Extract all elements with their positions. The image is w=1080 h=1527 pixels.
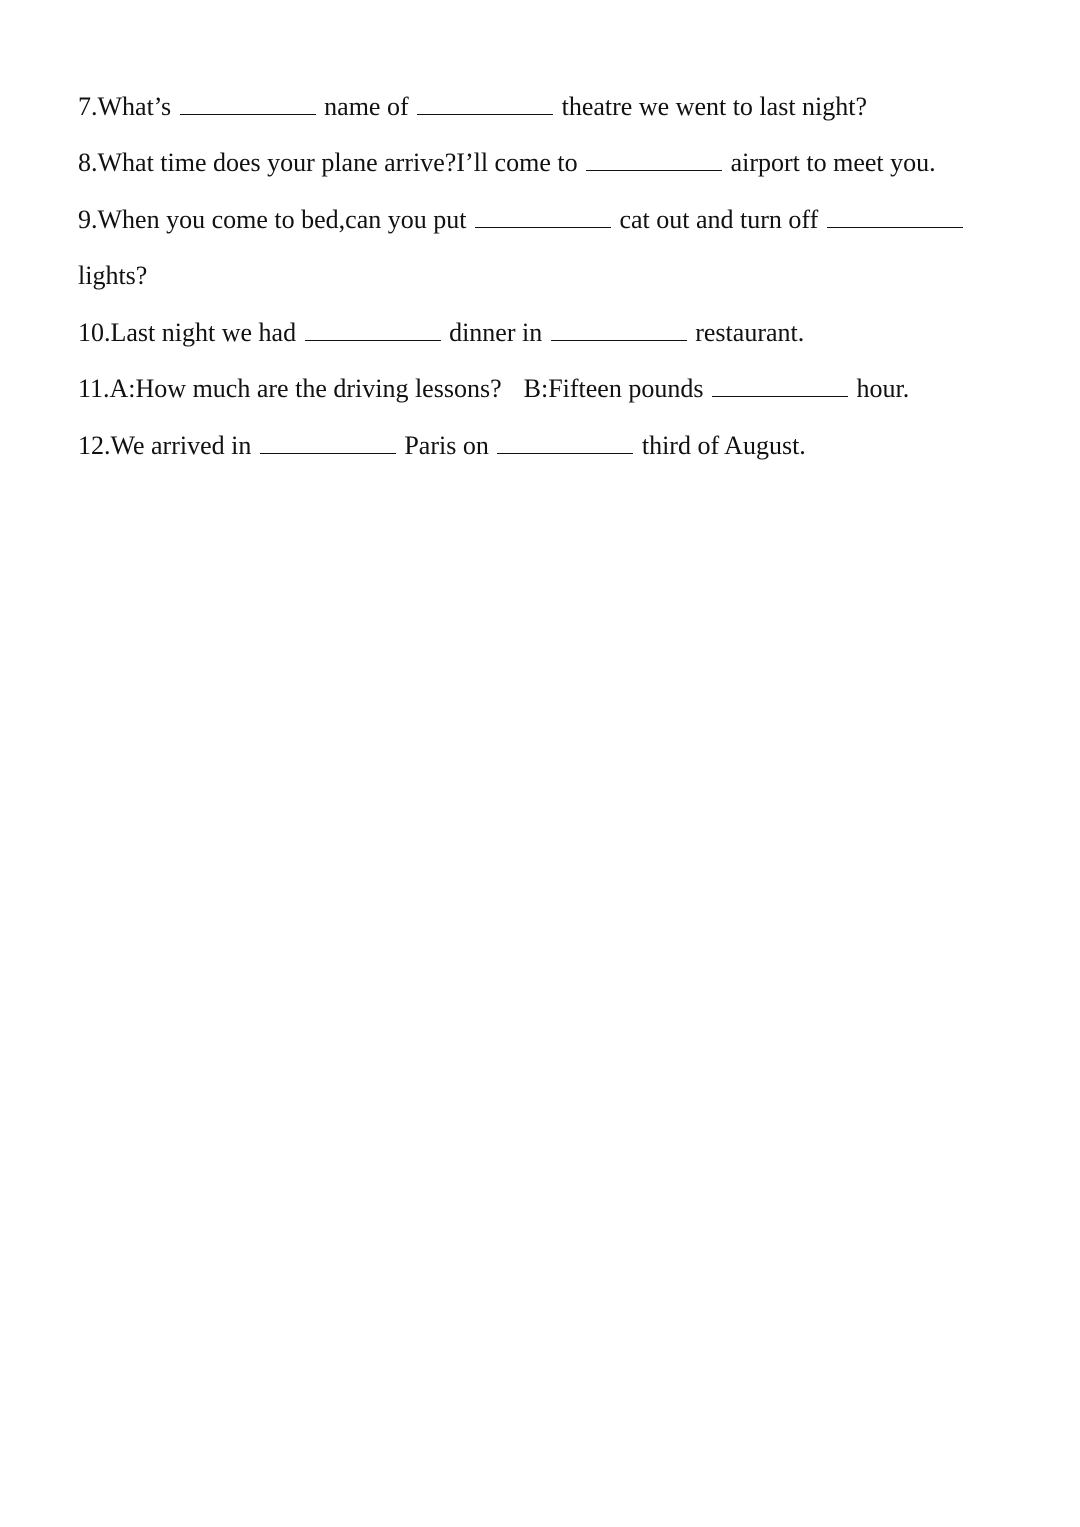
question-12-blank-2[interactable] [497, 431, 633, 454]
question-9-text-1: 9.When you come to bed,can you put [78, 205, 467, 234]
question-9 [78, 205, 1008, 235]
question-12-text-2: Paris on [404, 431, 489, 460]
question-9-continuation [78, 261, 1008, 291]
question-7-blank-2[interactable] [417, 92, 553, 115]
question-10-blank-1[interactable] [305, 318, 441, 341]
question-7 [78, 92, 1008, 122]
question-12-blank-1[interactable] [260, 431, 396, 454]
question-10-blank-2[interactable] [551, 318, 687, 341]
question-11 [78, 374, 1008, 404]
question-7-text-1: 7.What’s [78, 92, 172, 121]
question-9-text-3: lights? [78, 261, 148, 290]
question-9-blank-2[interactable] [827, 205, 963, 228]
question-9-blank-1[interactable] [475, 205, 611, 228]
question-10 [78, 318, 1008, 348]
question-11-text-2: B:Fifteen pounds [523, 374, 704, 403]
question-10-text-3: restaurant. [695, 318, 805, 347]
question-7-text-2: name of [324, 92, 409, 121]
question-10-text-1: 10.Last night we had [78, 318, 297, 347]
question-11-text-1: 11.A:How much are the driving lessons? [78, 374, 502, 403]
question-7-blank-1[interactable] [180, 92, 316, 115]
question-10-text-2: dinner in [449, 318, 543, 347]
question-8-blank-1[interactable] [586, 148, 722, 171]
question-8-text-1: 8.What time does your plane arrive?I’ll come to [78, 148, 578, 177]
question-12 [78, 431, 1008, 461]
question-12-text-1: 12.We arrived in [78, 431, 252, 460]
question-7-text-3: theatre we went to last night? [561, 92, 868, 121]
question-9-text-2: cat out and turn off [619, 205, 819, 234]
question-12-text-3: third of August. [641, 431, 806, 460]
question-11-blank-1[interactable] [712, 374, 848, 397]
question-8 [78, 148, 1008, 178]
question-11-text-3: hour. [856, 374, 910, 403]
question-8-text-2: airport to meet you. [730, 148, 936, 177]
